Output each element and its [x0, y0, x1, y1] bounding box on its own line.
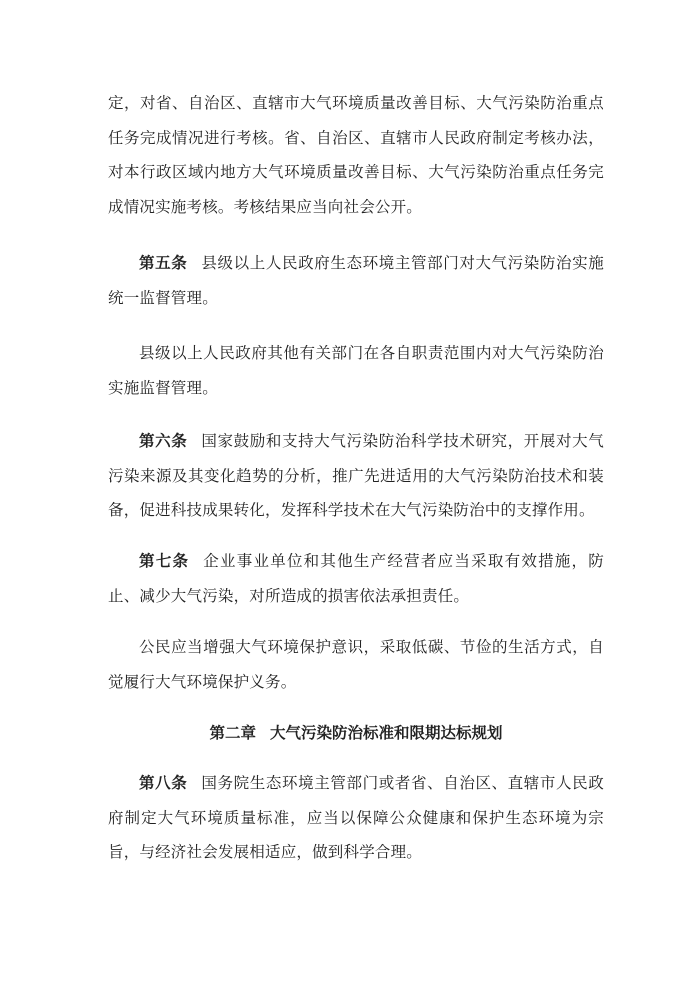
article-7 — [108, 544, 604, 613]
article-text: 国家鼓励和支持大气污染防治科学技术研究，开展对大气污染来源及其变化趋势的分析，推广先进适用的大气污染防治技术和装备，促进科技成果转化，发挥科学技术在大气污染防治中的支撑作用。 — [108, 432, 604, 519]
chapter-number: 第二章 — [209, 724, 256, 742]
chapter-heading — [108, 716, 604, 750]
article-5-paragraph-2 — [108, 336, 604, 405]
article-text: 县级以上人民政府生态环境主管部门对大气污染防治实施统一监督管理。 — [108, 254, 604, 307]
paragraph-continuation — [108, 86, 604, 224]
paragraph-text: 定，对省、自治区、直辖市大气环境质量改善目标、大气污染防治重点任务完成情况进行考核。省、自治区、直辖市人民政府制定考核办法，对本行政区域内地方大气环境质量改善目标、大气污染防治重点任务完成情况实施考核。考核结果应当向社会公开。 — [108, 94, 604, 216]
paragraph-text: 公民应当增强大气环境保护意识，采取低碳、节俭的生活方式，自觉履行大气环境保护义务。 — [108, 638, 604, 691]
article-number: 第八条 — [139, 774, 188, 792]
chapter-title: 大气污染防治标准和限期达标规划 — [270, 724, 503, 742]
article-8 — [108, 766, 604, 870]
article-6 — [108, 424, 604, 528]
article-text: 国务院生态环境主管部门或者省、自治区、直辖市人民政府制定大气环境质量标准，应当以保障公众健康和保护生态环境为宗旨，与经济社会发展相适应，做到科学合理。 — [108, 774, 604, 861]
article-5 — [108, 246, 604, 315]
paragraph-text: 县级以上人民政府其他有关部门在各自职责范围内对大气污染防治实施监督管理。 — [108, 344, 604, 397]
article-text: 企业事业单位和其他生产经营者应当采取有效措施，防止、减少大气污染，对所造成的损害依法承担责任。 — [108, 552, 604, 605]
article-number: 第五条 — [139, 254, 188, 272]
article-number: 第七条 — [139, 552, 190, 570]
article-7-paragraph-2 — [108, 630, 604, 699]
article-number: 第六条 — [139, 432, 188, 450]
